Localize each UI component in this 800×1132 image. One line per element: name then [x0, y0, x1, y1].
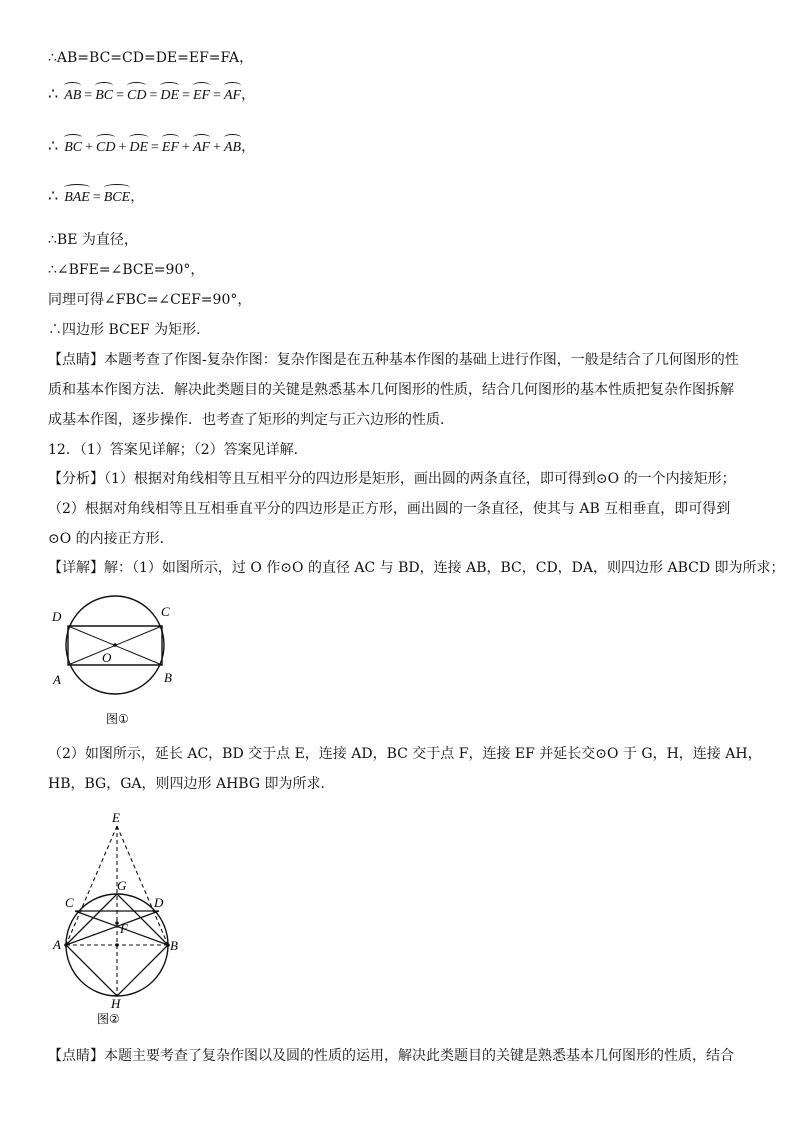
arc-term: DE [129, 134, 148, 158]
therefore-symbol: ∴ [48, 86, 59, 103]
fig2-label-h: H [111, 996, 121, 1011]
fig1-label-b: B [164, 670, 172, 685]
fig1-label-d: D [52, 609, 62, 624]
comment2-line-1: 【点睛】本题主要考查了复杂作图以及圆的性质的运用，解决此类题目的关键是熟悉基本几何图形的性质，结合 [48, 1048, 734, 1064]
arc-equality-1: ∴ AB = BC = CD = DE = EF = AF， [48, 82, 255, 106]
arc-term: BC [95, 82, 113, 106]
arc-term: AB [224, 134, 241, 158]
arc-term: DE [160, 82, 179, 106]
arc-equality-2: ∴ BC + CD + DE = EF + AF + AB， [48, 134, 255, 158]
fig2-label-b: B [170, 938, 178, 953]
fig2-label-g: G [117, 878, 127, 893]
comment1-line-2: 质和基本作图方法．解决此类题目的关键是熟悉基本几何图形的性质，结合几何图形的基本性质把复杂作图拆解 [48, 382, 734, 398]
q12-detail-2a: （2）如图所示，延长 AC，BD 交于点 E，连接 AD，BC 交于点 F，连接 EF 并延长交⊙O 于 G，H，连接 AH， [48, 746, 762, 762]
q12-analysis-2: （2）根据对角线相等且互相垂直平分的四边形是正方形，画出圆的一条直径，使其与 AB 互相垂直，即可得到 [48, 501, 731, 517]
q12-detail-1: 【详解】解：（1）如图所示，过 O 作⊙O 的直径 AC 与 BD，连接 AB，BC，CD，DA，则四边形 ABCD 即为所求； [48, 560, 785, 576]
comment1-line-3: 成基本作图，逐步操作．也考查了矩形的判定与正六边形的性质． [48, 412, 454, 428]
arc-term: AF [193, 134, 210, 158]
fig1-label-o: O [102, 650, 112, 665]
fig1-label-a: A [53, 672, 61, 687]
proof-line-5: ∴BE 为直径， [48, 232, 138, 248]
therefore-symbol: ∴ [48, 188, 59, 205]
arc-term: EF [193, 82, 210, 106]
arc-term: CD [96, 134, 115, 158]
q12-analysis-1: 【分析】（1）根据对角线相等且互相平分的四边形是矩形，画出圆的两条直径，即可得到⊙O 的一个内接矩形； [48, 471, 736, 487]
figure-2-diagram [40, 808, 200, 1032]
fig2-line-ae [66, 826, 117, 945]
q12-analysis-3: ⊙O 的内接正方形． [48, 531, 174, 547]
fig2-caption: 图② [97, 1012, 120, 1026]
fig1-caption: 图① [106, 712, 129, 726]
fig2-label-d: D [154, 895, 164, 910]
arc-term: AF [224, 82, 241, 106]
arc-term: BAE [64, 184, 90, 208]
arc-term: CD [127, 82, 146, 106]
figure-1-diagram [40, 594, 190, 734]
proof-line-8: ∴四边形 BCEF 为矩形． [48, 322, 211, 338]
fig2-point-f [115, 921, 119, 925]
fig2-label-e: E [112, 810, 120, 825]
comma: ， [130, 190, 145, 205]
comma: ， [241, 140, 256, 155]
q12-detail-2b: HB，BG，GA，则四边形 AHBG 即为所求． [48, 776, 335, 792]
fig2-line-ad [66, 911, 159, 945]
arc-term: AB [64, 82, 81, 106]
arc-term: BC [64, 134, 82, 158]
q12-answer: 12．（1）答案见详解；（2）答案见详解． [48, 442, 308, 458]
fig2-label-f: F [120, 921, 128, 936]
proof-line-7: 同理可得∠FBC=∠CEF=90°， [48, 292, 252, 308]
fig2-center-dot [115, 943, 119, 947]
comment1-line-1: 【点睛】本题考查了作图-复杂作图：复杂作图是在五种基本作图的基础上进行作图，一般是结合了几何图形的性 [48, 352, 739, 368]
arc-term: BCE [104, 184, 130, 208]
fig2-label-c: C [65, 895, 74, 910]
therefore-symbol: ∴ [48, 138, 59, 155]
fig1-center-dot [113, 643, 117, 647]
fig2-label-a: A [53, 937, 61, 952]
arc-equality-3: ∴ BAE = BCE， [48, 184, 144, 208]
comma: ， [241, 88, 256, 103]
arc-term: EF [162, 134, 179, 158]
proof-line-1: ∴AB=BC=CD=DE=EF=FA， [48, 50, 254, 66]
proof-line-6: ∴∠BFE=∠BCE=90°， [48, 262, 205, 278]
fig2-point-a [64, 943, 68, 947]
fig1-label-c: C [161, 604, 170, 619]
